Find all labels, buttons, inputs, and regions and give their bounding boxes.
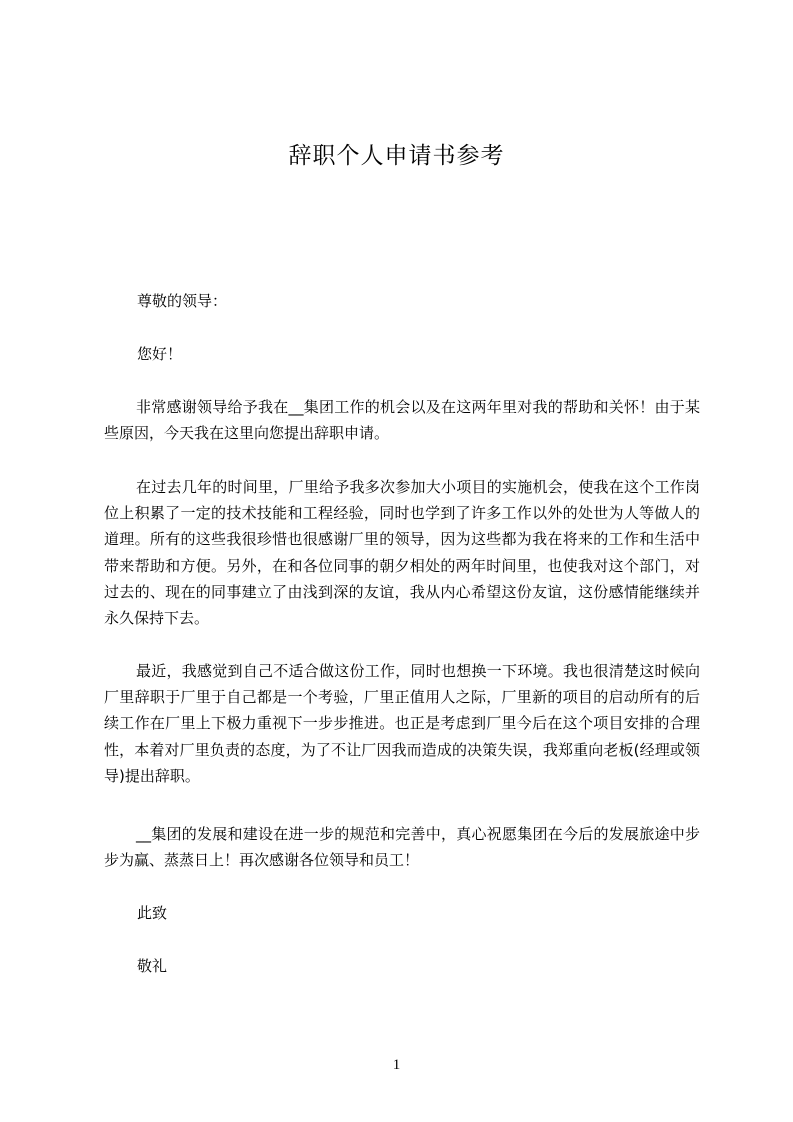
closing-salute: 敬礼 (137, 957, 168, 975)
paragraph-reason: 最近，我感觉到自己不适合做这份工作，同时也想换一下环境。我也很清楚这时候向厂里辞职于厂里于自己都是一个考验，厂里正值用人之际，厂里新的项目的启动所有的后续工作在厂里上下极力重视下一步步推进。也正是考虑到厂里今后在这个项目安排的合理性，本着对厂里负责的态度，为了不让厂因我而造成的决策失误，我郑重向老板(经理或领导)提出辞职。 (104, 662, 700, 785)
document-title: 辞职个人申请书参考 (288, 143, 505, 169)
page-number: 1 (392, 1057, 401, 1073)
paragraph-wishes: __集团的发展和建设在进一步的规范和完善中，真心祝愿集团在今后的发展旅途中步步为赢、蒸蒸日上！再次感谢各位领导和员工！ (104, 825, 700, 870)
closing-regards: 此致 (137, 904, 168, 922)
salutation: 尊敬的领导： (137, 292, 228, 310)
paragraph-experience: 在过去几年的时间里，厂里给予我多次参加大小项目的实施机会，使我在这个工作岗位上积累了一定的技术技能和工程经验，同时也学到了许多工作以外的处世为人等做人的道理。所有的这些我很珍惜也很感谢厂里的领导，因为这些都为我在将来的工作和生活中带来帮助和方便。另外，在和各位同事的朝夕相处的两年时间里，也使我对这个部门，对过去的、现在的同事建立了由浅到深的友谊，我从内心希望这份友谊，这份感情能继续并永久保持下去。 (104, 478, 700, 628)
paragraph-thanks: 非常感谢领导给予我在__集团工作的机会以及在这两年里对我的帮助和关怀！由于某些原因，今天我在这里向您提出辞职申请。 (104, 398, 700, 443)
greeting: 您好！ (137, 345, 183, 363)
